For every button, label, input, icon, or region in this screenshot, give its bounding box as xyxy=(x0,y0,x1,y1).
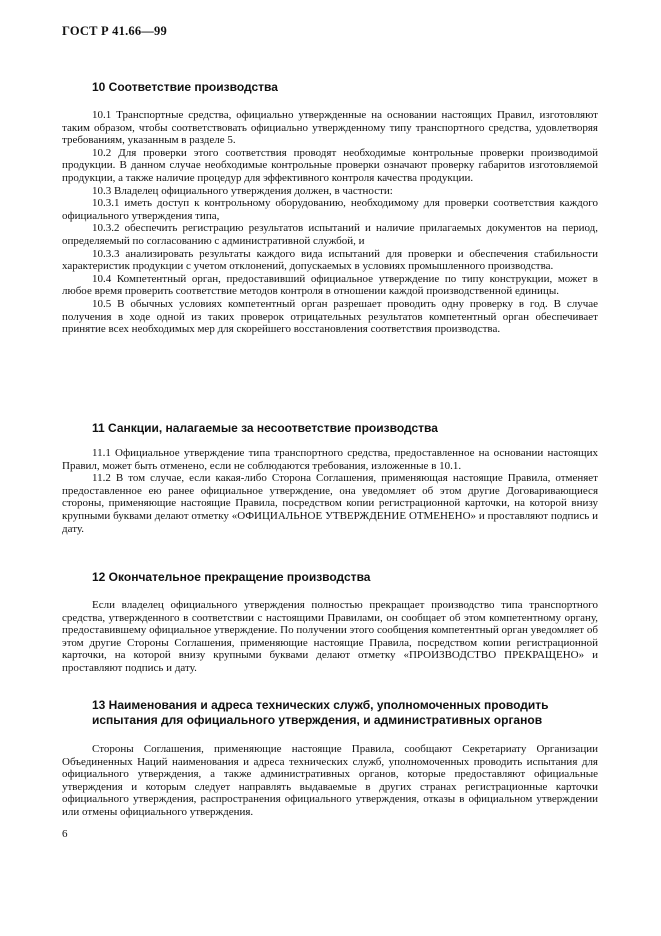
paragraph-11-2: 11.2 В том случае, если какая-либо Сторона Соглашения, применяющая настоящие Правила, отменяет предоставленное ею ранее официальное утверждение, она уведомляет об этом другие Договаривающиеся стороны, применяющие настоящие Правила, посредством копии регистрационной карточки, на которой внизу крупными буквами делают отметку «ОФИЦИАЛЬНОЕ УТВЕРЖДЕНИЕ ОТМЕНЕНО» и проставляют подпись и дату. xyxy=(62,472,598,535)
document-code: ГОСТ Р 41.66—99 xyxy=(62,24,167,38)
section-11-body xyxy=(62,447,598,535)
paragraph-12: Если владелец официального утверждения полностью прекращает производство типа транспортного средства, утвержденного в соответствии с настоящими Правилами, он сообщает об этом компетентному органу, предоставившему официальное утверждение. По получении этого сообщения компетентный орган уведомляет об этом другие Стороны Соглашения, применяющие настоящие Правила, посредством копии регистрационной карточки, на которой внизу крупными буквами делают отметку «ПРОИЗВОДСТВО ПРЕКРАЩЕНО» и проставляют подпись и дату. xyxy=(62,599,598,674)
paragraph-10-3-2: 10.3.2 обеспечить регистрацию результатов испытаний и наличие прилагаемых документов на период, определяемый по согласованию с административной службой, и xyxy=(62,222,598,247)
paragraph-10-3-1: 10.3.1 иметь доступ к контрольному оборудованию, необходимому для проверки соответствия каждого официального утверждения типа, xyxy=(62,197,598,222)
section-11-heading: 11 Санкции, налагаемые за несоответствие производства xyxy=(92,421,438,435)
paragraph-13: Стороны Соглашения, применяющие настоящие Правила, сообщают Секретариату Организации Объединенных Наций наименования и адреса технических служб, уполномоченных проводить испытания для официального утверждения, а также административных органов, которые предоставляют официальные утверждения и которым следует направлять выдаваемые в других странах регистрационные карточки официального утверждения, распространения официального утверждения, отказы в официальном утверждении или отмены официального утверждения. xyxy=(62,743,598,818)
section-12-heading: 12 Окончательное прекращение производства xyxy=(92,570,371,584)
section-12-body xyxy=(62,599,598,675)
paragraph-11-1: 11.1 Официальное утверждение типа транспортного средства, предоставленное на основании настоящих Правил, может быть отменено, если не соблюдаются требования, изложенные в 10.1. xyxy=(62,447,598,472)
section-10-heading: 10 Соответствие производства xyxy=(92,80,278,94)
section-13-heading: 13 Наименования и адреса технических служб, уполномоченных проводить испытания для официального утверждения, и административных органов xyxy=(92,698,549,727)
section-10-body xyxy=(62,109,598,336)
paragraph-10-1: 10.1 Транспортные средства, официально утвержденные на основании настоящих Правил, изготовляют таким образом, чтобы соответствовать официально утвержденному типу транспортного средства, удовлетворяя требованиям, указанным в разделе 5. xyxy=(62,109,598,147)
section-13-body xyxy=(62,743,598,819)
paragraph-10-2: 10.2 Для проверки этого соответствия проводят необходимые контрольные проверки производимой продукции. В данном случае необходимые контрольные проверки означают проверку габаритов изготовляемой продукции, а также наличие процедур для эффективного контроля качества продукции. xyxy=(62,146,598,184)
paragraph-10-3: 10.3 Владелец официального утверждения должен, в частности: xyxy=(92,184,393,197)
paragraph-10-4: 10.4 Компетентный орган, предоставивший официальное утверждение по типу конструкции, может в любое время проверить соответствие методов контроля в отношении каждой производственной единицы. xyxy=(62,272,598,298)
page-number: 6 xyxy=(62,828,68,840)
paragraph-10-5: 10.5 В обычных условиях компетентный орган разрешает проводить одну проверку в год. В случае получения в ходе одной из таких проверок отрицательных результатов компетентный орган обеспечивает принятие всех необходимых мер для скорейшего восстановления соответствия производства. xyxy=(62,297,598,336)
paragraph-10-3-3: 10.3.3 анализировать результаты каждого вида испытаний для проверки и обеспечения стабильности характеристик продукции с учетом отклонений, допускаемых в условиях промышленного производства. xyxy=(62,247,598,273)
